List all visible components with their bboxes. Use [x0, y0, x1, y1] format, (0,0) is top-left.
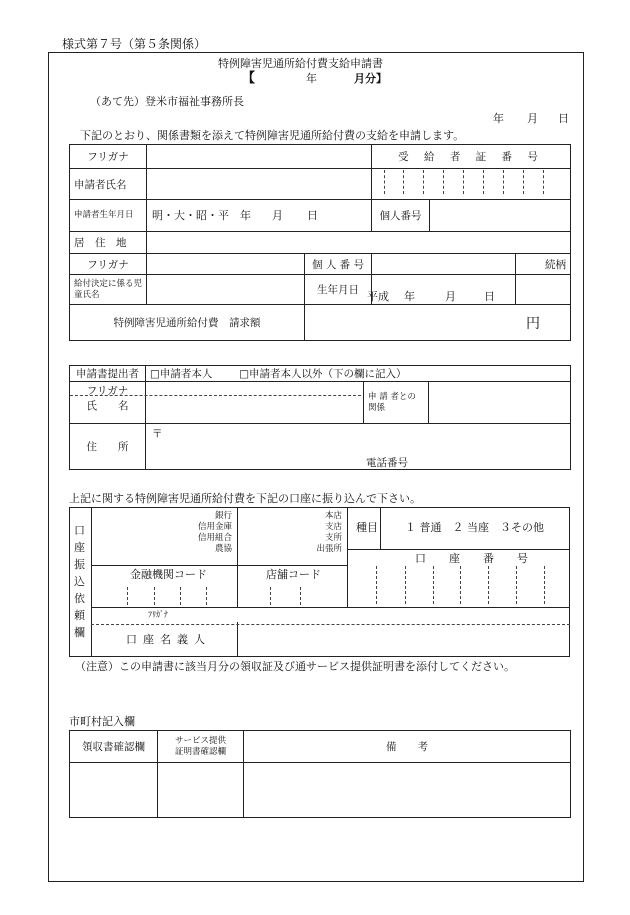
applicant-personal-no-label: 個人番号	[372, 200, 430, 232]
child-relation-field[interactable]	[516, 275, 571, 305]
applicant-name-field[interactable]	[147, 169, 372, 200]
child-personal-no-field[interactable]	[372, 254, 516, 275]
child-birth-day: 日	[484, 290, 495, 303]
submitter-address-label: 住 所	[70, 424, 146, 470]
service-cert-line1: サービス提供	[174, 735, 226, 746]
child-relation-label: 続柄	[516, 254, 571, 275]
inst-types	[150, 511, 232, 555]
receipt-check-field[interactable]	[70, 763, 158, 818]
child-personal-no-label: 個 人 番 号	[305, 254, 372, 275]
period-open: 【	[242, 71, 256, 86]
cert-digit-divider	[403, 170, 404, 194]
applicant-birth-year: 年	[240, 209, 251, 222]
service-cert-field[interactable]	[158, 763, 244, 818]
child-furigana-field[interactable]	[147, 254, 305, 275]
submitter-relation-label: 申 請 者との関係	[364, 382, 429, 424]
child-name-field[interactable]	[147, 275, 305, 305]
period-month: 月分】	[354, 72, 387, 85]
account-digit-divider	[516, 566, 517, 604]
submitter-label: 申請書提出者	[70, 366, 146, 382]
postal-mark: 〒	[152, 428, 163, 440]
account-digit-divider	[376, 566, 377, 604]
inst-code-label: 金融機関コード	[130, 568, 207, 581]
applicant-furigana-field[interactable]	[147, 145, 372, 169]
inst-code-divider	[154, 587, 155, 605]
date-year: 年	[493, 112, 504, 125]
claim-label: 特例障害児通所給付費 請求額	[70, 305, 305, 341]
holder-label: 口座名義人	[126, 633, 211, 646]
office-table	[69, 730, 571, 818]
bank-side-label: 口座振込依頼欄	[74, 524, 85, 639]
account-number-label: 口 座 番 号	[415, 552, 534, 565]
child-birth-label: 生年月日	[305, 275, 372, 305]
inst-type-shinkin[interactable]: 信用金庫	[197, 522, 232, 532]
submitter-name-label	[70, 382, 146, 424]
remarks-field[interactable]	[244, 763, 571, 818]
account-type-options[interactable]: １ 普通 ２ 当座 ３その他	[405, 521, 544, 534]
child-birth-month: 月	[445, 290, 456, 303]
office-label: 市町村記入欄	[69, 715, 135, 728]
branch-type-sub[interactable]: 支所	[324, 533, 342, 543]
submitter-furigana-label: フリガナ	[86, 385, 129, 397]
applicant-birth-label: 申請者生年月日	[70, 200, 147, 232]
account-digit-divider	[405, 566, 406, 604]
submitter-address-field[interactable]	[146, 424, 571, 470]
account-digit-divider	[488, 566, 489, 604]
period-year: 年	[306, 72, 317, 85]
applicant-address-label: 居 住 地	[70, 232, 147, 254]
submitter-name-field[interactable]	[146, 382, 364, 424]
submitter-relation-field[interactable]	[429, 382, 571, 424]
recipient-cert-field[interactable]	[372, 169, 571, 200]
cert-digit-divider	[463, 170, 464, 194]
account-digit-divider	[544, 566, 545, 604]
inst-type-nokyo[interactable]: 農協	[214, 544, 232, 554]
submitter-furigana-divider	[70, 395, 361, 396]
cert-digit-divider	[523, 170, 524, 194]
applicant-personal-no-field[interactable]	[430, 200, 571, 232]
applicant-birth-day: 日	[307, 209, 318, 222]
account-digit-divider	[433, 566, 434, 604]
account-digit-divider	[460, 566, 461, 604]
inst-type-bank[interactable]: 銀行	[214, 511, 232, 521]
child-name-label: 給付決定に係る児童氏名	[70, 275, 147, 305]
note-text: （注意）この申請書に該当月分の領収証及び通サービス提供証明書を添付してください。	[75, 660, 515, 673]
branch-code-divider	[270, 587, 271, 605]
claim-amount-field[interactable]	[305, 305, 571, 341]
submitter-option-other[interactable]: □申請者本人以外（下の欄に記入）	[239, 368, 407, 380]
child-furigana-label: フリガナ	[70, 254, 147, 275]
bank-intro: 上記に関する特例障害児通所給付費を下記の口座に振り込んで下さい。	[69, 492, 421, 505]
submitter-name-text: 氏 名	[86, 400, 129, 412]
branch-code-divider	[300, 587, 301, 605]
child-birth-year: 年	[404, 290, 415, 303]
inst-type-shinkumi[interactable]: 信用組合	[197, 533, 232, 543]
branch-type-main[interactable]: 本店	[324, 511, 342, 521]
branch-code-label: 店舗コード	[266, 568, 321, 581]
claim-unit: 円	[526, 315, 541, 332]
addressee: （あて先）登米市福祉事務所長	[90, 95, 244, 108]
applicant-furigana-label: フリガナ	[70, 145, 147, 169]
inst-code-divider	[180, 587, 181, 605]
receipt-check-label: 領収書確認欄	[70, 731, 158, 763]
recipient-cert-label: 受 給 者 証 番 号	[372, 145, 571, 169]
applicant-era: 明・大・昭・平	[152, 209, 229, 222]
cert-digit-divider	[543, 170, 544, 194]
inst-code-divider	[127, 587, 128, 605]
cert-digit-divider	[384, 170, 385, 194]
cert-digit-divider	[443, 170, 444, 194]
account-type-label: 種目	[356, 521, 378, 534]
submitter-option-self[interactable]: □申請者本人	[150, 368, 213, 380]
form-code: 様式第７号（第５条関係）	[62, 37, 207, 51]
branch-types	[260, 511, 342, 555]
submitter-table	[69, 365, 571, 470]
holder-furigana-divider	[91, 624, 570, 625]
holder-furigana-label: ﾌﾘｶﾞﾅ	[148, 610, 168, 619]
applicant-birth-month: 月	[272, 209, 283, 222]
date-month: 月	[527, 112, 538, 125]
cert-digit-divider	[483, 170, 484, 194]
child-era: 平成	[367, 290, 389, 303]
cert-digit-divider	[503, 170, 504, 194]
intro-text: 下記のとおり、関係書類を添えて特例障害児通所給付費の支給を申請します。	[80, 129, 465, 142]
applicant-name-label: 申請者氏名	[70, 169, 147, 200]
applicant-address-field[interactable]	[147, 232, 571, 254]
applicant-table	[69, 144, 571, 341]
cert-digit-divider	[423, 170, 424, 194]
service-cert-label	[158, 731, 244, 763]
remarks-label: 備 考	[244, 731, 571, 763]
service-cert-line2: 証明書確認欄	[174, 746, 226, 757]
form-title: 特例障害児通所給付費支給申請書	[218, 57, 383, 70]
phone-label: 電話番号	[366, 457, 408, 469]
branch-type-office[interactable]: 出張所	[316, 544, 342, 554]
inst-code-divider	[206, 587, 207, 605]
date-day: 日	[558, 112, 569, 125]
branch-type-branch[interactable]: 支店	[324, 522, 342, 532]
